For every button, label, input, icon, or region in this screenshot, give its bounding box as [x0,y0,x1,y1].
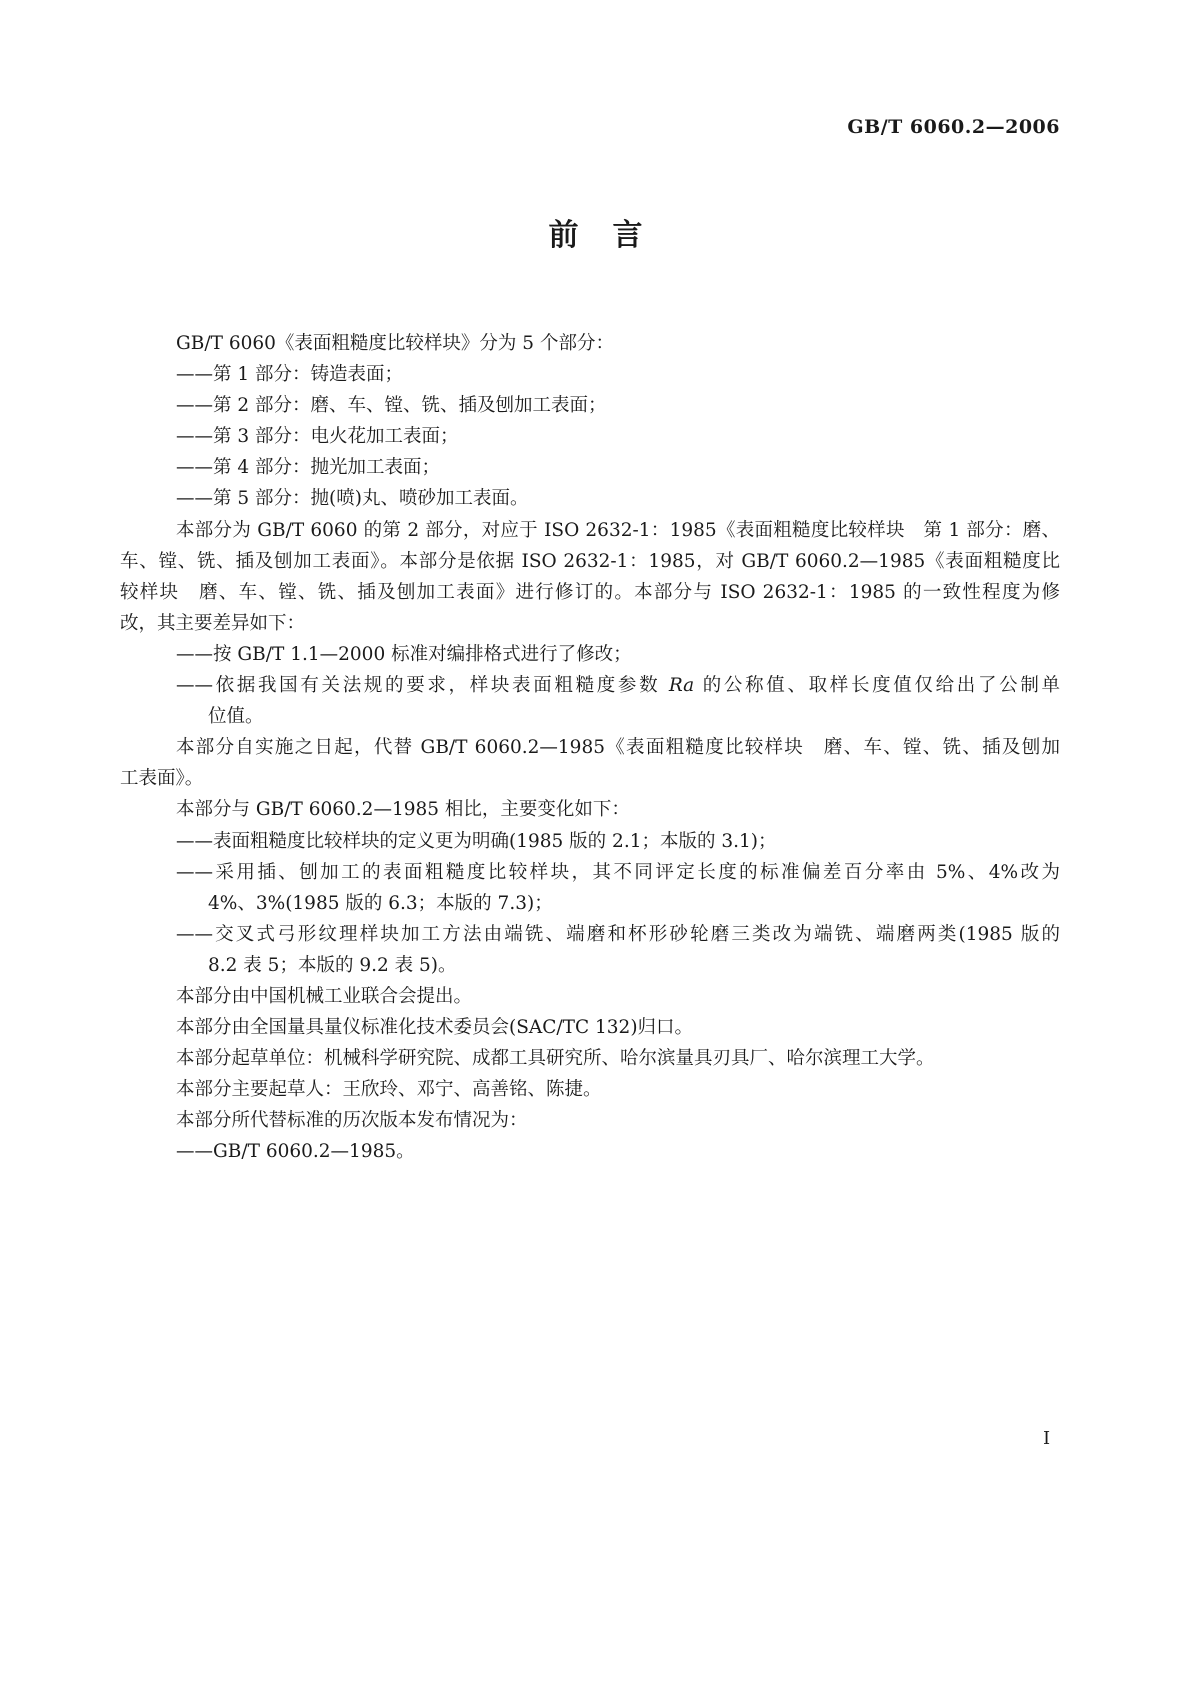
list-item: ——第 3 部分：电火花加工表面； [176,426,459,448]
page-number: I [1043,1428,1051,1449]
page-title: 前言 [548,218,677,253]
text-line: GB/T 6060《表面粗糙度比较样块》分为 5 个部分： [176,333,614,354]
list-item: ——GB/T 6060.2—1985。 [176,1141,415,1163]
text-line: 本部分主要起草人：王欣玲、邓宁、高善铭、陈捷。 [176,1079,602,1101]
list-item: ——第 1 部分：铸造表面； [176,364,404,386]
parameter-symbol: Ra [668,675,695,697]
text-line: 本部分由全国量具量仪标准化技术委员会(SAC/TC 132)归口。 [176,1017,694,1039]
list-item: ——第 4 部分：抛光加工表面； [176,457,441,479]
list-item-continuation: 位值。 [208,706,264,728]
text-line: 本部分由中国机械工业联合会提出。 [176,985,473,1007]
list-item: ——依据我国有关法规的要求，样块表面粗糙度参数 Ra 的公称值、取样长度值仅给出了公制单 [176,675,1060,697]
list-item-continuation: 8.2 表 5；本版的 9.2 表 5)。 [208,954,457,976]
text-line: 本部分所代替标准的历次版本发布情况为： [176,1110,528,1132]
text-line: 本部分为 GB/T 6060 的第 2 部分，对应于 ISO 2632-1：1985《表面粗糙度比较样块 第 1 部分：磨、 [176,519,1060,541]
text-line: 车、镗、铣、插及刨加工表面》。本部分是依据 ISO 2632-1：1985，对 GB/T 6060.2—1985《表面粗糙度比 [120,550,1060,572]
text-line: 本部分与 GB/T 6060.2—1985 相比，主要变化如下： [176,799,630,821]
list-item: ——第 2 部分：磨、车、镗、铣、插及刨加工表面； [176,395,607,417]
text-line: 本部分起草单位：机械科学研究院、成都工具研究所、哈尔滨量具刃具厂、哈尔滨理工大学。 [176,1048,935,1070]
standard-code-header: GB/T 6060.2—2006 [847,116,1060,138]
text-line: 较样块 磨、车、镗、铣、插及刨加工表面》进行修订的。本部分与 ISO 2632-1：1985 的一致性程度为修 [120,581,1060,603]
text-line: 本部分自实施之日起，代替 GB/T 6060.2—1985《表面粗糙度比较样块 磨、车、镗、铣、插及刨加 [176,737,1060,759]
text-line: 工表面》。 [120,768,204,790]
foreword-body [120,328,1060,1168]
list-item: ——表面粗糙度比较样块的定义更为明确(1985 版的 2.1；本版的 3.1)； [176,830,777,852]
list-item: ——第 5 部分：抛(喷)丸、喷砂加工表面。 [176,488,529,510]
list-item-continuation: 4%、3%(1985 版的 6.3；本版的 7.3)； [208,892,553,914]
text-line: 改，其主要差异如下： [120,612,306,634]
list-item: ——按 GB/T 1.1—2000 标准对编排格式进行了修改； [176,643,632,665]
list-item: ——采用插、刨加工的表面粗糙度比较样块，其不同评定长度的标准偏差百分率由 5%、4%改为 [176,861,1060,883]
list-item: ——交叉式弓形纹理样块加工方法由端铣、端磨和杯形砂轮磨三类改为端铣、端磨两类(1985 版的 [176,923,1060,945]
